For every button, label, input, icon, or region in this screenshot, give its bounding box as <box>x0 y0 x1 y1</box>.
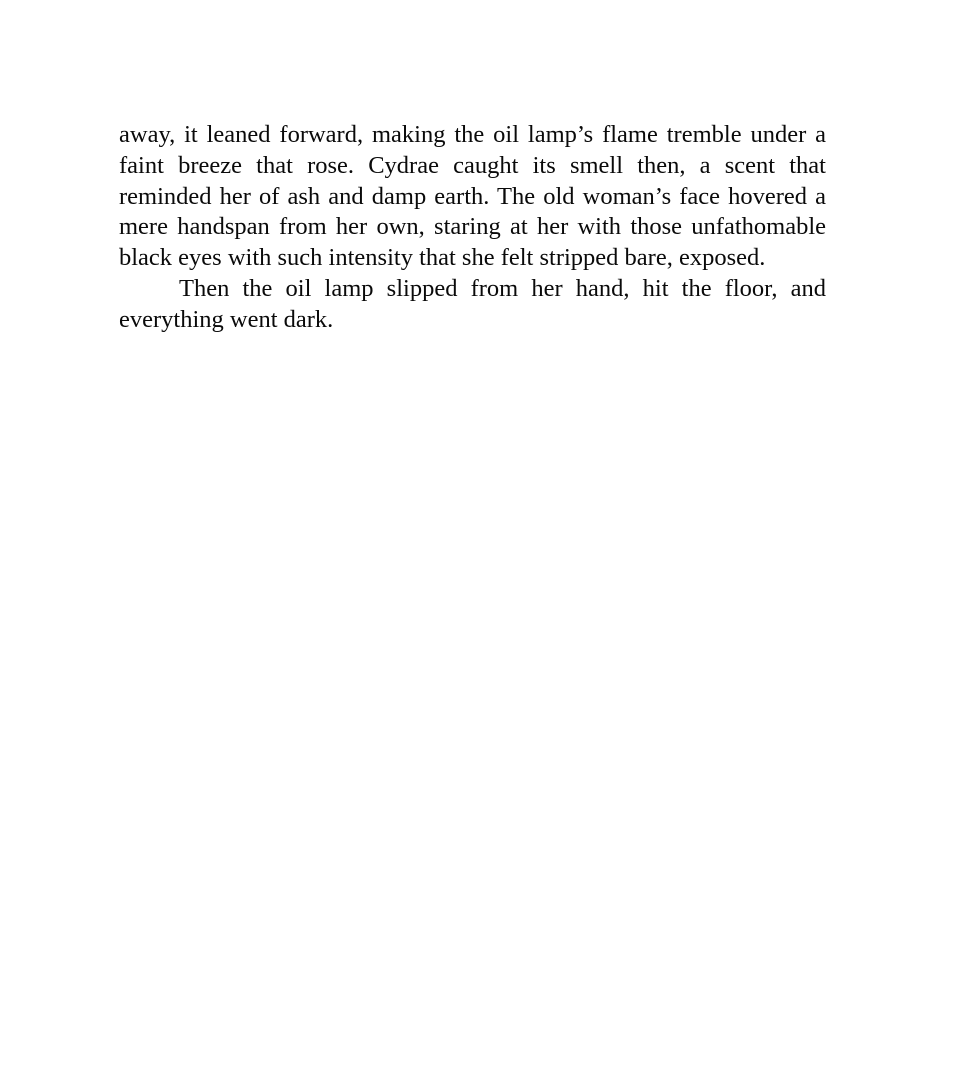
paragraph-final: Then the oil lamp slipped from her hand, hit the floor, and everything went dark. <box>119 274 826 333</box>
body-text-block <box>119 120 826 336</box>
paragraph-continued: away, it leaned forward, making the oil lamp’s flame tremble under a faint breeze that rose. Cydrae caught its smell then, a scent that reminded her of ash and damp earth. The old woman’s face hovered a mere handspan from her own, staring at her with those unfathomable black eyes with such intensity that she felt stripped bare, exposed. <box>119 121 826 272</box>
